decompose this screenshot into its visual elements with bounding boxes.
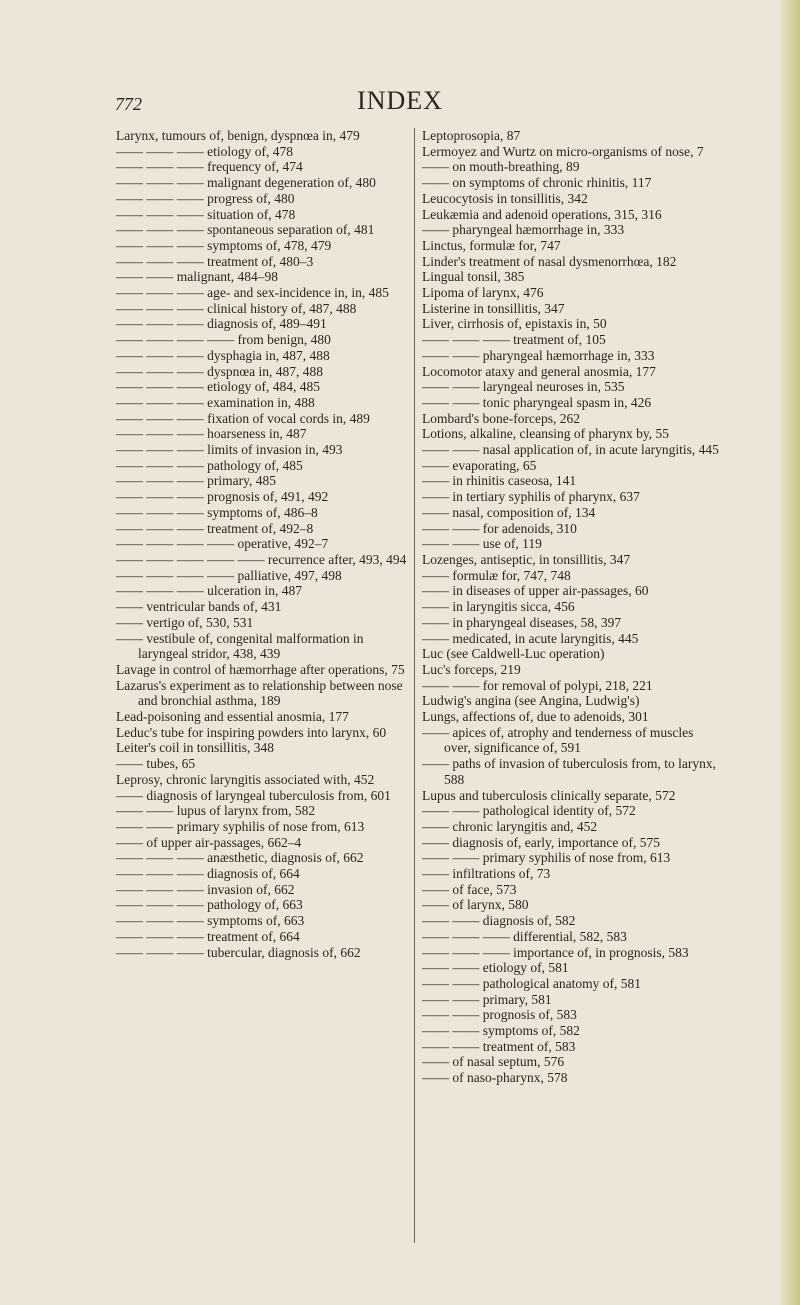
index-entry: —— in rhinitis caseosa, 141 — [422, 473, 577, 489]
index-entry: —— of naso-pharynx, 578 — [422, 1070, 568, 1086]
index-entry: —— —— —— age- and sex-incidence in, in, 485 — [116, 285, 389, 301]
index-entry: —— —— —— importance of, in prognosis, 583 — [422, 944, 689, 960]
index-entry: —— of upper air-passages, 662–4 — [116, 834, 302, 850]
index-entry: —— of nasal septum, 576 — [422, 1054, 565, 1070]
index-entry: —— —— —— —— palliative, 497, 498 — [116, 567, 342, 583]
page-header — [0, 86, 800, 120]
index-entry: Leucocytosis in tonsillitis, 342 — [422, 190, 588, 206]
index-entry: —— —— use of, 119 — [422, 536, 542, 552]
page-number: 772 — [115, 94, 142, 114]
index-entry: —— infiltrations of, 73 — [422, 866, 551, 882]
index-entry: Lupus and tuberculosis clinically separate, 572 — [422, 787, 676, 803]
index-entry: —— —— —— etiology of, 484, 485 — [116, 379, 320, 395]
index-entry: —— —— primary, 581 — [422, 991, 552, 1007]
index-entry: Leptoprosopia, 87 — [422, 128, 521, 143]
index-entry: —— —— —— prognosis of, 491, 492 — [116, 489, 329, 505]
index-entry: —— —— —— pathology of, 663 — [116, 897, 303, 913]
index-entry: —— on mouth-breathing, 89 — [422, 159, 580, 175]
index-entry: —— —— —— clinical history of, 487, 488 — [116, 300, 357, 316]
index-entry: —— —— pathological anatomy of, 581 — [422, 975, 641, 991]
index-entry: —— —— —— treatment of, 492–8 — [116, 520, 314, 536]
index-entry: —— —— —— dyspnœa in, 487, 488 — [116, 363, 323, 379]
index-entry: —— —— for removal of polypi, 218, 221 — [422, 677, 653, 693]
index-entry: —— of larynx, 580 — [422, 897, 529, 913]
index-entry: —— of face, 573 — [422, 881, 517, 897]
index-entry: —— —— nasal application of, in acute laryngitis, 445 — [422, 442, 719, 458]
index-entry: —— —— —— —— from benign, 480 — [116, 332, 331, 348]
index-entry: —— in pharyngeal diseases, 58, 397 — [422, 614, 622, 630]
index-column-left — [116, 128, 407, 960]
index-entry: —— —— —— limits of invasion in, 493 — [116, 442, 343, 458]
index-entry: —— apices of, atrophy and tenderness of muscles over, significance of, 591 — [422, 724, 694, 756]
index-entry: —— —— —— diagnosis of, 664 — [116, 866, 300, 882]
index-entry: Linder's treatment of nasal dysmenorrhœa, 182 — [422, 253, 677, 269]
index-entry: —— —— treatment of, 583 — [422, 1038, 576, 1054]
index-entry: Lingual tonsil, 385 — [422, 269, 525, 285]
index-entry: —— in diseases of upper air-passages, 60 — [422, 583, 649, 599]
index-entry: Lombard's bone-forceps, 262 — [422, 410, 581, 426]
index-entry: —— ventricular bands of, 431 — [116, 599, 282, 615]
index-entry: Listerine in tonsillitis, 347 — [422, 300, 565, 316]
index-entry: Liver, cirrhosis of, epistaxis in, 50 — [422, 316, 607, 332]
index-entry: —— —— —— fixation of vocal cords in, 489 — [116, 410, 370, 426]
index-entry: —— —— —— spontaneous separation of, 481 — [116, 222, 375, 238]
index-entry: —— —— prognosis of, 583 — [422, 1007, 577, 1023]
index-entry: —— —— —— —— operative, 492–7 — [116, 536, 329, 552]
index-column-right — [422, 128, 722, 1086]
index-entry: —— —— —— situation of, 478 — [116, 206, 296, 222]
index-entry: Lead-poisoning and essential anosmia, 177 — [116, 709, 349, 725]
index-entry: Lipoma of larynx, 476 — [422, 285, 544, 301]
index-entry: —— —— —— etiology of, 478 — [116, 143, 293, 159]
index-entry: —— —— —— primary, 485 — [116, 473, 276, 489]
column-divider — [414, 128, 415, 1243]
index-entry: —— —— —— —— —— recurrence after, 493, 494 — [116, 551, 407, 567]
index-entry: —— evaporating, 65 — [422, 457, 537, 473]
index-entry: —— —— symptoms of, 582 — [422, 1023, 580, 1039]
index-entry: —— —— —— ulceration in, 487 — [116, 583, 302, 599]
index-entry: —— paths of invasion of tuberculosis from, to larynx, 588 — [422, 756, 716, 787]
index-entry: —— vertigo of, 530, 531 — [116, 614, 254, 630]
index-entry: Luc (see Caldwell-Luc operation) — [422, 646, 605, 662]
index-entry: Lazarus's experiment as to relationship between nose and bronchial asthma, 189 — [116, 677, 403, 709]
index-entry: —— —— —— treatment of, 480–3 — [116, 253, 314, 269]
index-entry: —— —— —— frequency of, 474 — [116, 159, 303, 175]
index-entry: Leukæmia and adenoid operations, 315, 316 — [422, 206, 662, 222]
index-entry: —— —— —— pathology of, 485 — [116, 457, 303, 473]
index-entry: Ludwig's angina (see Angina, Ludwig's) — [422, 693, 640, 709]
page-edge — [778, 0, 800, 1305]
index-entry: —— —— —— symptoms of, 663 — [116, 913, 305, 929]
index-entry: Lungs, affections of, due to adenoids, 301 — [422, 709, 649, 725]
index-entry: —— —— —— malignant degeneration of, 480 — [116, 175, 376, 191]
index-entry: —— —— —— diagnosis of, 489–491 — [116, 316, 327, 332]
index-entry: Leiter's coil in tonsillitis, 348 — [116, 740, 275, 756]
index-entry: —— —— laryngeal neuroses in, 535 — [422, 379, 625, 395]
index-entry: Luc's forceps, 219 — [422, 661, 521, 677]
page-title: INDEX — [357, 86, 443, 115]
index-entry: —— —— —— tubercular, diagnosis of, 662 — [116, 944, 361, 960]
index-entry: —— —— etiology of, 581 — [422, 960, 569, 976]
index-entry: Leduc's tube for inspiring powders into larynx, 60 — [116, 724, 387, 740]
index-entry: Larynx, tumours of, benign, dyspnœa in, 479 — [116, 128, 360, 143]
index-entry: Lermoyez and Wurtz on micro-organisms of nose, 7 — [422, 143, 704, 159]
index-entry: Lotions, alkaline, cleansing of pharynx by, 55 — [422, 426, 669, 442]
index-entry: —— —— lupus of larynx from, 582 — [116, 803, 316, 819]
index-entry: —— —— pathological identity of, 572 — [422, 803, 636, 819]
index-entry: —— —— diagnosis of, 582 — [422, 913, 576, 929]
index-entry: —— pharyngeal hæmorrhage in, 333 — [422, 222, 625, 238]
index-entry: —— —— primary syphilis of nose from, 613 — [422, 850, 671, 866]
index-entry: —— —— pharyngeal hæmorrhage in, 333 — [422, 347, 655, 363]
index-entry: —— on symptoms of chronic rhinitis, 117 — [422, 175, 652, 191]
index-entry: Linctus, formulæ for, 747 — [422, 237, 561, 253]
index-entry: —— —— —— treatment of, 664 — [116, 928, 300, 944]
index-entry: —— —— primary syphilis of nose from, 613 — [116, 818, 365, 834]
index-entry: —— tubes, 65 — [116, 756, 196, 772]
index-entry: —— medicated, in acute laryngitis, 445 — [422, 630, 639, 646]
index-entry: —— diagnosis of laryngeal tuberculosis from, 601 — [116, 787, 391, 803]
index-entry: —— —— for adenoids, 310 — [422, 520, 577, 536]
index-entry: —— chronic laryngitis and, 452 — [422, 818, 598, 834]
index-entry: —— —— —— treatment of, 105 — [422, 332, 606, 348]
index-entry: —— nasal, composition of, 134 — [422, 504, 596, 520]
index-entry: —— —— —— dysphagia in, 487, 488 — [116, 347, 330, 363]
index-entry: —— vestibule of, congenital malformation in laryngeal stridor, 438, 439 — [116, 630, 364, 662]
index-entry: —— —— —— differential, 582, 583 — [422, 928, 627, 944]
index-entry: —— —— —— invasion of, 662 — [116, 881, 295, 897]
index-entry: —— —— —— symptoms of, 486–8 — [116, 504, 318, 520]
index-entry: Locomotor ataxy and general anosmia, 177 — [422, 363, 656, 379]
index-entry: Leprosy, chronic laryngitis associated with, 452 — [116, 771, 375, 787]
index-entry: —— —— —— examination in, 488 — [116, 394, 315, 410]
index-entry: Lavage in control of hæmorrhage after operations, 75 — [116, 661, 405, 677]
index-entry: —— formulæ for, 747, 748 — [422, 567, 571, 583]
index-entry: —— —— malignant, 484–98 — [116, 269, 278, 285]
index-entry: —— diagnosis of, early, importance of, 575 — [422, 834, 660, 850]
index-entry: —— —— —— symptoms of, 478, 479 — [116, 237, 332, 253]
index-entry: —— —— —— progress of, 480 — [116, 190, 295, 206]
index-entry: —— in laryngitis sicca, 456 — [422, 599, 575, 615]
index-entry: —— —— tonic pharyngeal spasm in, 426 — [422, 394, 652, 410]
index-entry: —— in tertiary syphilis of pharynx, 637 — [422, 489, 640, 505]
index-entry: —— —— —— hoarseness in, 487 — [116, 426, 307, 442]
index-entry: Lozenges, antiseptic, in tonsillitis, 347 — [422, 551, 631, 567]
index-entry: —— —— —— anæsthetic, diagnosis of, 662 — [116, 850, 364, 866]
